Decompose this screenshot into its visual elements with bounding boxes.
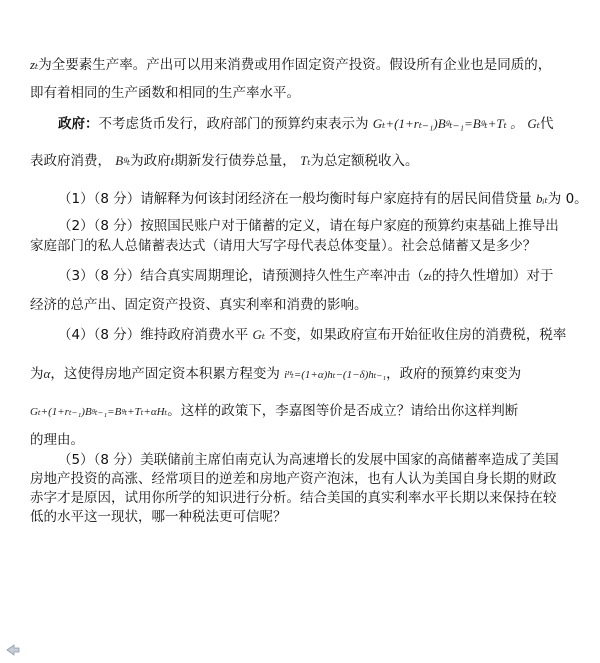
math-symbol: Gₜ	[252, 327, 266, 342]
text-span: 的持久性增加）对于	[431, 268, 554, 284]
text-span: 为总定额税收入。	[310, 153, 419, 169]
text-line	[30, 152, 570, 170]
text-span: ，这使得房地产固定资本积累方程变为	[50, 366, 280, 382]
question-5-line-3	[30, 490, 570, 506]
math-symbol: Gₜ	[527, 116, 540, 131]
government-heading-line	[58, 115, 570, 133]
text-span: 家庭部门的私人总储蓄表达式（请用大写字母代表总体变量）。社会总储蓄又是多少？	[30, 238, 537, 254]
question-5-line-2	[30, 471, 570, 487]
text-span: 为全要素生产率。产出可以用来消费或用作固定资产投资。假设所有企业也是同质的，	[38, 57, 552, 73]
text-span: 为 0。	[547, 191, 588, 207]
text-span: 为	[30, 366, 44, 382]
text-span: 赤字才是原因，试用你所学的知识进行分析。结合美国的真实利率水平长期以来保持在较	[30, 490, 557, 506]
text-span: 表政府消费，	[30, 153, 111, 169]
math-symbol: α	[43, 366, 51, 381]
question-5-line-1	[58, 452, 570, 468]
text-span: 低的水平这一现状，哪一种税法更可信呢？	[30, 509, 287, 525]
question-2-line-2	[30, 238, 570, 254]
math-symbol: Bᵍₜ	[115, 153, 131, 168]
back-arrow-icon-svg	[6, 643, 20, 657]
question-3-line-1	[58, 267, 570, 285]
text-span: 。这样的政策下，李嘉图等价是否成立？请给出你这样判断	[167, 403, 519, 419]
math-symbol: bᵢₜ	[536, 191, 548, 206]
question-3-line-2	[30, 296, 570, 314]
question-4-line-3	[30, 402, 570, 421]
text-span: ，政府的预算约束变为	[386, 366, 522, 382]
text-span: 期新发行债券总量，	[174, 153, 296, 169]
question-4-line-2	[30, 365, 570, 384]
section-label: 政府：	[58, 116, 99, 132]
text-span: （1）（8 分）请解释为何该封闭经济在一般均衡时每户家庭持有的居民间借贷量	[58, 191, 532, 207]
text-span: （2）（8 分）按照国民账户对于储蓄的定义，请在每户家庭的预算约束基础上推导出	[58, 218, 559, 234]
math-symbol: zₜ	[30, 57, 39, 72]
question-2-line-1	[58, 218, 570, 234]
text-span: 不考虑货币发行，政府部门的预算约束表示为	[98, 116, 369, 132]
equation: Gₜ+(1+rₜ₋₁)Bᵍₜ₋₁=Bᵍₜ+Tₜ+αHₜ	[30, 406, 168, 418]
text-span: 的理由。	[30, 432, 84, 448]
text-line	[30, 84, 570, 102]
math-symbol: zₜ	[423, 268, 432, 283]
text-span: （3）（8 分）结合真实周期理论，请预测持久性生产率冲击（	[58, 268, 424, 284]
text-span: 房地产投资的高涨、经常项目的逆差和房地产资产泡沫，也有人认为美国自身长期的财政	[30, 471, 557, 487]
text-span: 代	[539, 116, 554, 132]
question-4-line-4	[30, 431, 570, 449]
text-span: 即有着相同的生产函数和相同的生产率水平。	[30, 85, 300, 101]
text-span: 经济的总产出、固定资产投资、真实利率和消费的影响。	[30, 297, 368, 313]
back-arrow-icon[interactable]	[6, 643, 20, 657]
text-line	[30, 56, 570, 74]
math-symbol: t	[170, 153, 175, 168]
text-span: （5）（8 分）美联储前主席伯南克认为高速增长的发展中国家的高储蓄率造成了美国	[58, 452, 559, 468]
question-1	[58, 190, 588, 208]
equation: Gₜ+(1+rₜ₋₁)Bᵍₜ₋₁=Bᵍₜ+Tₜ 。	[372, 116, 524, 131]
text-span: 不变，如果政府宣布开始征收住房的消费税，税率	[269, 327, 567, 343]
question-5-line-4	[30, 509, 570, 525]
equation: iᴴₜ=(1+α)hₜ−(1−δ)hₜ₋₁	[284, 369, 387, 381]
math-symbol: Tₜ	[300, 153, 311, 168]
text-span: （4）（8 分）维持政府消费水平	[58, 327, 249, 343]
text-span: 为政府	[130, 153, 171, 169]
question-4-line-1	[58, 326, 570, 344]
